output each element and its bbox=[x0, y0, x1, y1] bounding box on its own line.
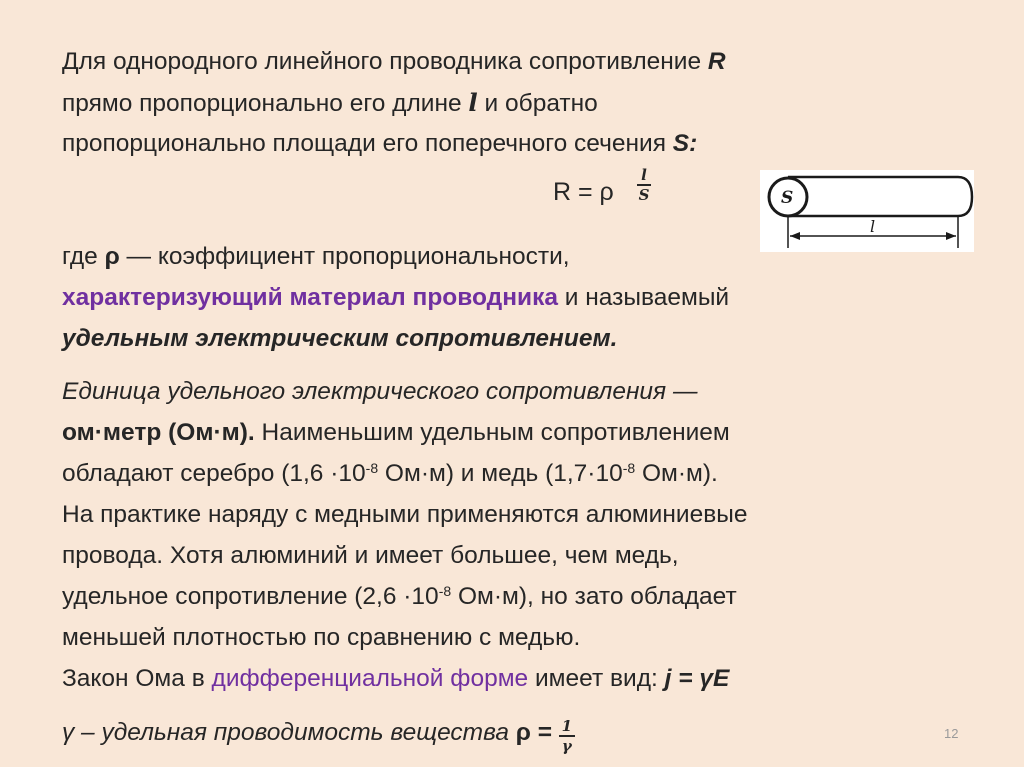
ohm-law-text-b: имеет вид: bbox=[528, 665, 665, 692]
definition-text-1b: — коэффициент пропорциональности, bbox=[119, 243, 570, 270]
intro-text-3: пропорционально площади его поперечного сечения bbox=[62, 130, 673, 157]
conductivity-numerator: 1 bbox=[561, 717, 573, 735]
copper-text-end: Ом·м). bbox=[635, 460, 718, 487]
fraction-denominator: S bbox=[638, 185, 650, 204]
intro-text-1: Для однородного линейного проводника сопротивление bbox=[62, 48, 708, 75]
material-highlight: характеризующий материал проводника bbox=[62, 284, 558, 311]
rho-equals: ρ = bbox=[515, 719, 559, 747]
copper-text: Ом·м) и медь (1,7·10 bbox=[378, 460, 623, 487]
diagram-s-label: S bbox=[781, 188, 794, 208]
area-symbol: S: bbox=[672, 130, 698, 157]
aluminium-text-end: Ом·м), но зато обладает bbox=[451, 583, 737, 610]
unit-line-4 bbox=[62, 500, 747, 530]
conductivity-fraction bbox=[559, 717, 575, 755]
ohm-meter-unit: ом·метр (Ом·м). bbox=[62, 419, 255, 446]
ohm-law-text-a: Закон Ома в bbox=[62, 665, 212, 692]
intro-text-2: прямо пропорционально его длине bbox=[62, 90, 469, 117]
aluminium-text: удельное сопротивление (2,6 ·10 bbox=[62, 583, 439, 610]
conductivity-line bbox=[62, 715, 575, 753]
length-symbol: l bbox=[468, 88, 478, 117]
conductor-diagram bbox=[760, 170, 974, 252]
practice-text-2: провода. Хотя алюминий и имеет большее, чем медь, bbox=[62, 542, 679, 569]
unit-line-6 bbox=[62, 582, 737, 612]
definition-line-3 bbox=[62, 324, 617, 354]
density-text: меньшей плотностью по сравнению с медью. bbox=[62, 624, 581, 651]
definition-text-1a: где bbox=[62, 243, 105, 270]
unit-line-5 bbox=[62, 541, 679, 571]
unit-line-7 bbox=[62, 623, 580, 653]
unit-line-1 bbox=[62, 377, 697, 407]
copper-exponent: -8 bbox=[622, 460, 636, 476]
resistivity-term: удельным электрическим сопротивлением. bbox=[62, 325, 618, 352]
formula-lhs: R = ρ bbox=[553, 178, 614, 206]
unit-line-3 bbox=[62, 459, 718, 489]
differential-form-highlight: дифференциальной форме bbox=[211, 665, 529, 692]
diagram-l-label: l bbox=[870, 217, 876, 236]
ohm-law-line bbox=[62, 664, 729, 694]
intro-line-2 bbox=[62, 88, 598, 119]
silver-text: обладают серебро (1,6 ·10 bbox=[62, 460, 366, 487]
definition-text-2: и называемый bbox=[557, 284, 730, 311]
aluminium-exponent: -8 bbox=[438, 583, 452, 599]
conductivity-text: γ – удельная проводимость вещества bbox=[62, 719, 516, 747]
resistance-symbol: R bbox=[707, 48, 726, 75]
conductor-cylinder-illustration bbox=[760, 170, 974, 252]
rho-symbol: ρ bbox=[104, 243, 120, 270]
page-number: 12 bbox=[944, 726, 959, 741]
definition-line-1 bbox=[62, 242, 570, 272]
intro-text-2b: и обратно bbox=[477, 90, 598, 117]
silver-exponent: -8 bbox=[365, 460, 379, 476]
conductivity-denominator: γ bbox=[561, 736, 572, 755]
fraction-numerator: l bbox=[641, 166, 647, 184]
intro-line-1 bbox=[62, 47, 726, 77]
formula-fraction bbox=[637, 166, 651, 204]
definition-line-2 bbox=[62, 283, 729, 313]
unit-line-2 bbox=[62, 418, 730, 448]
ohm-law-formula: j = γE bbox=[664, 665, 730, 692]
practice-text-1: На практике наряду с медными применяются алюминиевые bbox=[62, 501, 748, 528]
resistance-formula bbox=[553, 166, 650, 207]
unit-text-1: Единица удельного электрического сопротивления — bbox=[62, 378, 698, 405]
unit-text-2: Наименьшим удельным сопротивлением bbox=[254, 419, 730, 446]
intro-line-3 bbox=[62, 129, 697, 159]
